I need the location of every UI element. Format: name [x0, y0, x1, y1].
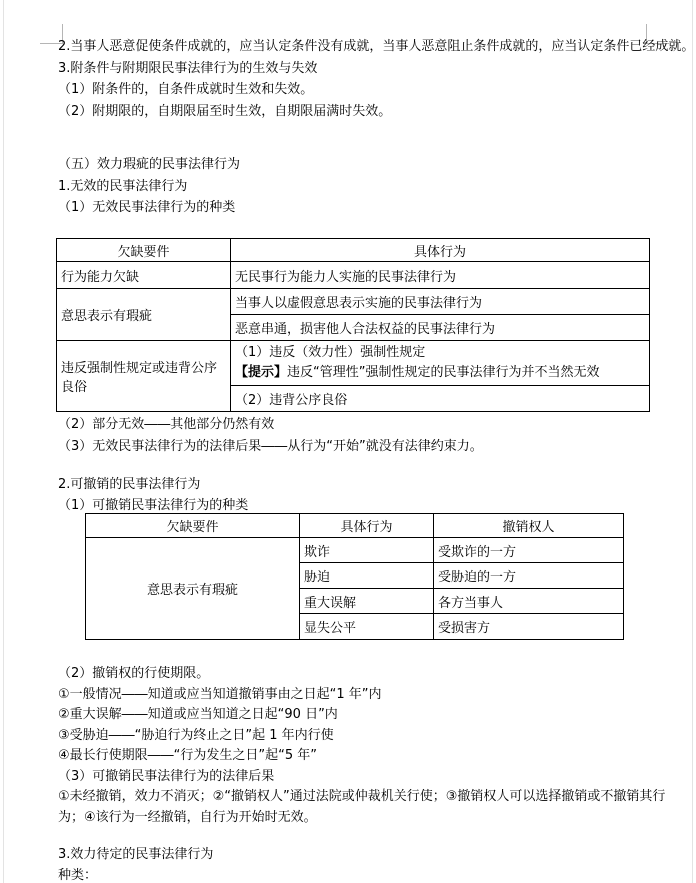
table-cell: 各方当事人: [434, 589, 624, 614]
invalid-acts-table: [56, 238, 650, 412]
table-cell: 重大误解: [300, 589, 434, 614]
paragraph-line: ④最长行使期限――“行为发生之日”起“5 年”: [58, 748, 317, 763]
cell-line: [235, 363, 645, 383]
table-cell-merged: 意思表示有瑕疵: [86, 538, 300, 640]
table-cell: 显失公平: [300, 614, 434, 640]
table-header-cell: 欠缺要件: [57, 239, 231, 262]
paragraph-line: 为；④该行为一经撤销，自行为开始时无效。: [58, 809, 317, 825]
paragraph-line: （2）附期限的，自期限届至时生效，自期限届满时失效。: [58, 103, 392, 119]
table-cell: 行为能力欠缺: [57, 262, 231, 289]
paragraph-line: 2.当事人恶意促使条件成就的，应当认定条件没有成就，当事人恶意阻止条件成就的，应当认定条件已经成就。: [58, 39, 695, 54]
paragraph-line: （3）可撤销民事法律行为的法律后果: [58, 768, 275, 784]
page-edge-left: [3, 0, 4, 883]
table-cell-merged: 意思表示有瑕疵: [57, 289, 231, 341]
tip-label: 【提示】: [235, 365, 288, 380]
table-header-cell: 具体行为: [300, 514, 434, 538]
table-cell: 受胁迫的一方: [434, 563, 624, 589]
subsection-title: （1）可撤销民事法律行为的种类: [58, 498, 249, 513]
section-revocable-acts: [58, 474, 248, 516]
table-header-cell: 撤销权人: [434, 514, 624, 538]
table-cell: 欺诈: [300, 538, 434, 563]
page-edge-right: [692, 0, 693, 883]
table-cell: 无民事行为能力人实施的民事法律行为: [231, 262, 650, 289]
cell-line: （1）违反（效力性）强制性规定: [235, 345, 426, 360]
table-cell: 恶意串通，损害他人合法权益的民事法律行为: [231, 315, 650, 341]
paragraph-line: ①未经撤销，效力不消灭；②“撤销权人”通过法院或仲裁机关行使；③撤销权人可以选择撤销或不撤销其行: [58, 789, 666, 804]
subsection-title: 种类：: [58, 867, 98, 883]
section-title: 2.可撤销的民事法律行为: [58, 477, 201, 492]
paragraph-line: （1）附条件的，自条件成就时生效和失效。: [58, 82, 314, 97]
revocable-acts-table: [85, 513, 624, 640]
table-header-cell: 具体行为: [231, 239, 650, 262]
subsection-title: 1.无效的民事法律行为: [58, 178, 188, 194]
section-defective-acts: [58, 154, 240, 219]
table-cell: [231, 341, 650, 386]
table-cell: 当事人以虚假意思表示实施的民事法律行为: [231, 289, 650, 315]
paragraph-line: ②重大误解――知道或应当知道之日起“90 日”内: [58, 707, 338, 722]
table-cell: 受欺诈的一方: [434, 538, 624, 563]
section-title: （五）效力瑕疵的民事法律行为: [58, 157, 241, 172]
paragraph-line: ①一般情况――知道或应当知道撤销事由之日起“1 年”内: [58, 686, 382, 702]
paragraph-line: ③受胁迫――“胁迫行为终止之日”起 1 年内行使: [58, 727, 334, 743]
table-cell: 受损害方: [434, 614, 624, 640]
table-cell: （2）违背公序良俗: [231, 386, 650, 412]
paragraph-line: 3.附条件与附期限民事法律行为的生效与失效: [58, 60, 318, 76]
table-header-cell: 欠缺要件: [86, 514, 300, 538]
paragraph-block-conditions: [58, 36, 694, 122]
paragraph-line: （2）撤销权的行使期限。: [58, 666, 210, 681]
subsection-title: （1）无效民事法律行为的种类: [58, 200, 236, 215]
section-pending-acts: [58, 845, 213, 883]
table-cell: 胁迫: [300, 563, 434, 589]
tip-text: 违反“管理性”强制性规定的民事法律行为并不当然无效: [287, 365, 600, 380]
paragraph-line: （2）部分无效――其他部分仍然有效: [58, 417, 275, 432]
paragraph-block-revocation-rules: [58, 664, 665, 828]
section-title: 3.效力待定的民事法律行为: [58, 847, 214, 862]
table-cell-merged: 违反强制性规定或违背公序良俗: [57, 341, 231, 412]
paragraph-line: （3）无效民事法律行为的法律后果――从行为“开始”就没有法律约束力。: [58, 438, 483, 454]
paragraph-block-invalid-notes: [58, 414, 483, 457]
